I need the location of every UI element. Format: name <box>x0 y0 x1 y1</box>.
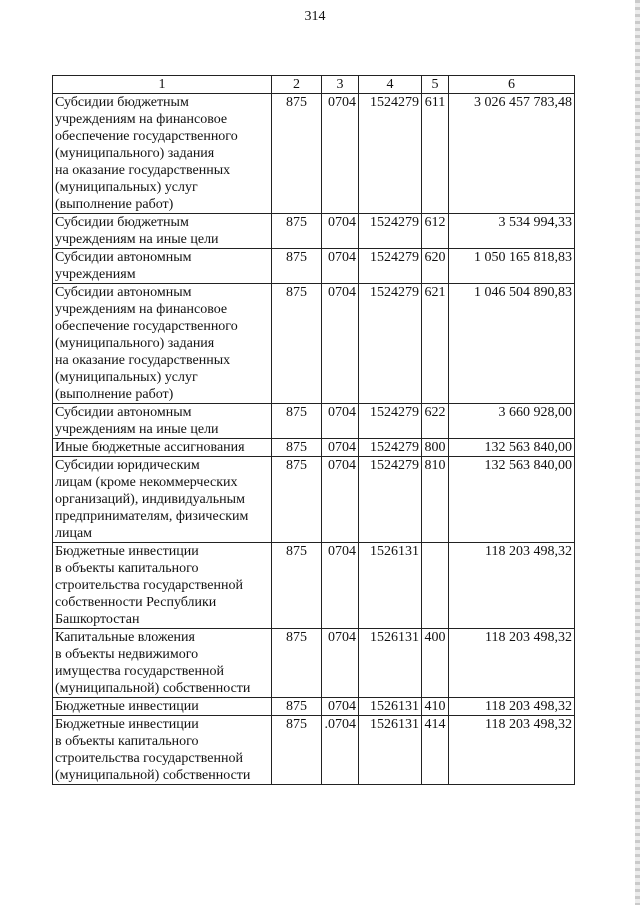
target-article-cell: 1524279 <box>359 214 422 249</box>
description-line: (муниципальной) собственности <box>55 768 251 783</box>
description-line: имущества государственной <box>55 664 224 679</box>
ministry-code-cell: 875 <box>272 716 322 785</box>
description-line: учреждениям на финансовое <box>55 302 228 317</box>
section-code-cell: 0704 <box>322 214 359 249</box>
section-code-cell: 0704 <box>322 249 359 284</box>
expense-type-cell <box>422 543 449 629</box>
description-line: Бюджетные инвестиции <box>55 544 199 559</box>
description-line: Иные бюджетные ассигнования <box>55 440 245 455</box>
description-line: учреждениям на финансовое <box>55 112 228 127</box>
ministry-code-cell: 875 <box>272 214 322 249</box>
column-header-2: 2 <box>272 76 322 94</box>
section-code-cell: 0704 <box>322 439 359 457</box>
section-code-cell: 0704 <box>322 284 359 404</box>
description-line: на оказание государственных <box>55 353 231 368</box>
section-code-cell: 0704 <box>322 457 359 543</box>
row-description <box>53 94 272 214</box>
column-header-6: 6 <box>449 76 575 94</box>
ministry-code-cell: 875 <box>272 543 322 629</box>
ministry-code-cell: 875 <box>272 284 322 404</box>
amount-cell: 118 203 498,32 <box>449 543 575 629</box>
ministry-code-cell: 875 <box>272 94 322 214</box>
expense-type-cell: 410 <box>422 698 449 716</box>
description-line: лицам (кроме некоммерческих <box>55 475 238 490</box>
description-line: Субсидии бюджетным <box>55 95 189 110</box>
target-article-cell: 1524279 <box>359 284 422 404</box>
description-line: (муниципальных) услуг <box>55 370 198 385</box>
row-description <box>53 249 272 284</box>
ministry-code-cell: 875 <box>272 404 322 439</box>
table-row <box>53 716 575 785</box>
section-code-cell: 0704 <box>322 94 359 214</box>
section-code-cell: 0704 <box>322 629 359 698</box>
table-row <box>53 629 575 698</box>
description-line: Капитальные вложения <box>55 630 195 645</box>
amount-cell: 3 660 928,00 <box>449 404 575 439</box>
amount-cell: 1 050 165 818,83 <box>449 249 575 284</box>
amount-cell: 1 046 504 890,83 <box>449 284 575 404</box>
expense-type-cell: 620 <box>422 249 449 284</box>
description-line: Бюджетные инвестиции <box>55 699 199 714</box>
page-number: 314 <box>304 9 326 24</box>
table-row <box>53 249 575 284</box>
description-line: учреждениям <box>55 267 136 282</box>
expense-type-cell: 414 <box>422 716 449 785</box>
table-row <box>53 214 575 249</box>
description-line: Субсидии автономным <box>55 250 192 265</box>
description-line: Субсидии автономным <box>55 405 192 420</box>
row-description <box>53 543 272 629</box>
table-header-row <box>53 76 575 94</box>
amount-cell: 132 563 840,00 <box>449 457 575 543</box>
table-row <box>53 404 575 439</box>
table-body <box>53 94 575 785</box>
description-line: лицам <box>55 526 93 541</box>
target-article-cell: 1524279 <box>359 249 422 284</box>
expense-type-cell: 800 <box>422 439 449 457</box>
description-line: Субсидии автономным <box>55 285 192 300</box>
ministry-code-cell: 875 <box>272 629 322 698</box>
amount-cell: 118 203 498,32 <box>449 629 575 698</box>
description-line: строительства государственной <box>55 578 243 593</box>
expense-type-cell: 612 <box>422 214 449 249</box>
target-article-cell: 1524279 <box>359 404 422 439</box>
description-line: собственности Республики <box>55 595 217 610</box>
column-header-4: 4 <box>359 76 422 94</box>
section-code-cell: 0704 <box>322 543 359 629</box>
row-description <box>53 284 272 404</box>
ministry-code-cell: 875 <box>272 457 322 543</box>
expense-type-cell: 810 <box>422 457 449 543</box>
ministry-code-cell: 875 <box>272 698 322 716</box>
description-line: в объекты недвижимого <box>55 647 199 662</box>
description-line: (муниципальных) услуг <box>55 180 198 195</box>
row-description <box>53 629 272 698</box>
description-line: обеспечение государственного <box>55 129 238 144</box>
ministry-code-cell: 875 <box>272 249 322 284</box>
amount-cell: 3 534 994,33 <box>449 214 575 249</box>
target-article-cell: 1524279 <box>359 94 422 214</box>
description-line: (выполнение работ) <box>55 197 174 212</box>
table-row <box>53 543 575 629</box>
row-description <box>53 439 272 457</box>
expense-type-cell: 622 <box>422 404 449 439</box>
column-header-5: 5 <box>422 76 449 94</box>
amount-cell: 3 026 457 783,48 <box>449 94 575 214</box>
description-line: учреждениям на иные цели <box>55 422 219 437</box>
description-line: (выполнение работ) <box>55 387 174 402</box>
description-line: (муниципальной) собственности <box>55 681 251 696</box>
target-article-cell: 1526131 <box>359 698 422 716</box>
expense-type-cell: 400 <box>422 629 449 698</box>
column-header-1: 1 <box>53 76 272 94</box>
description-line: строительства государственной <box>55 751 243 766</box>
description-line: учреждениям на иные цели <box>55 232 219 247</box>
description-line: предпринимателям, физическим <box>55 509 249 524</box>
expense-type-cell: 621 <box>422 284 449 404</box>
description-line: (муниципального) задания <box>55 336 215 351</box>
target-article-cell: 1524279 <box>359 439 422 457</box>
row-description <box>53 404 272 439</box>
ministry-code-cell: 875 <box>272 439 322 457</box>
budget-table <box>52 75 575 785</box>
description-line: Бюджетные инвестиции <box>55 717 199 732</box>
description-line: в объекты капитального <box>55 561 199 576</box>
description-line: на оказание государственных <box>55 163 231 178</box>
table-row <box>53 698 575 716</box>
column-header-3: 3 <box>322 76 359 94</box>
target-article-cell: 1526131 <box>359 716 422 785</box>
target-article-cell: 1526131 <box>359 543 422 629</box>
row-description <box>53 698 272 716</box>
amount-cell: 132 563 840,00 <box>449 439 575 457</box>
table-row <box>53 284 575 404</box>
section-code-cell: 0704 <box>322 698 359 716</box>
target-article-cell: 1524279 <box>359 457 422 543</box>
expense-type-cell: 611 <box>422 94 449 214</box>
amount-cell: 118 203 498,32 <box>449 698 575 716</box>
table-row <box>53 94 575 214</box>
row-description <box>53 214 272 249</box>
scan-edge-artifact <box>635 0 640 905</box>
table-row <box>53 439 575 457</box>
description-line: организаций), индивидуальным <box>55 492 245 507</box>
row-description <box>53 457 272 543</box>
section-code-cell: .0704 <box>322 716 359 785</box>
table-row <box>53 457 575 543</box>
description-line: Башкортостан <box>55 612 140 627</box>
description-line: Субсидии юридическим <box>55 458 200 473</box>
description-line: Субсидии бюджетным <box>55 215 189 230</box>
description-line: (муниципального) задания <box>55 146 215 161</box>
section-code-cell: 0704 <box>322 404 359 439</box>
description-line: обеспечение государственного <box>55 319 238 334</box>
description-line: в объекты капитального <box>55 734 199 749</box>
target-article-cell: 1526131 <box>359 629 422 698</box>
amount-cell: 118 203 498,32 <box>449 716 575 785</box>
row-description <box>53 716 272 785</box>
